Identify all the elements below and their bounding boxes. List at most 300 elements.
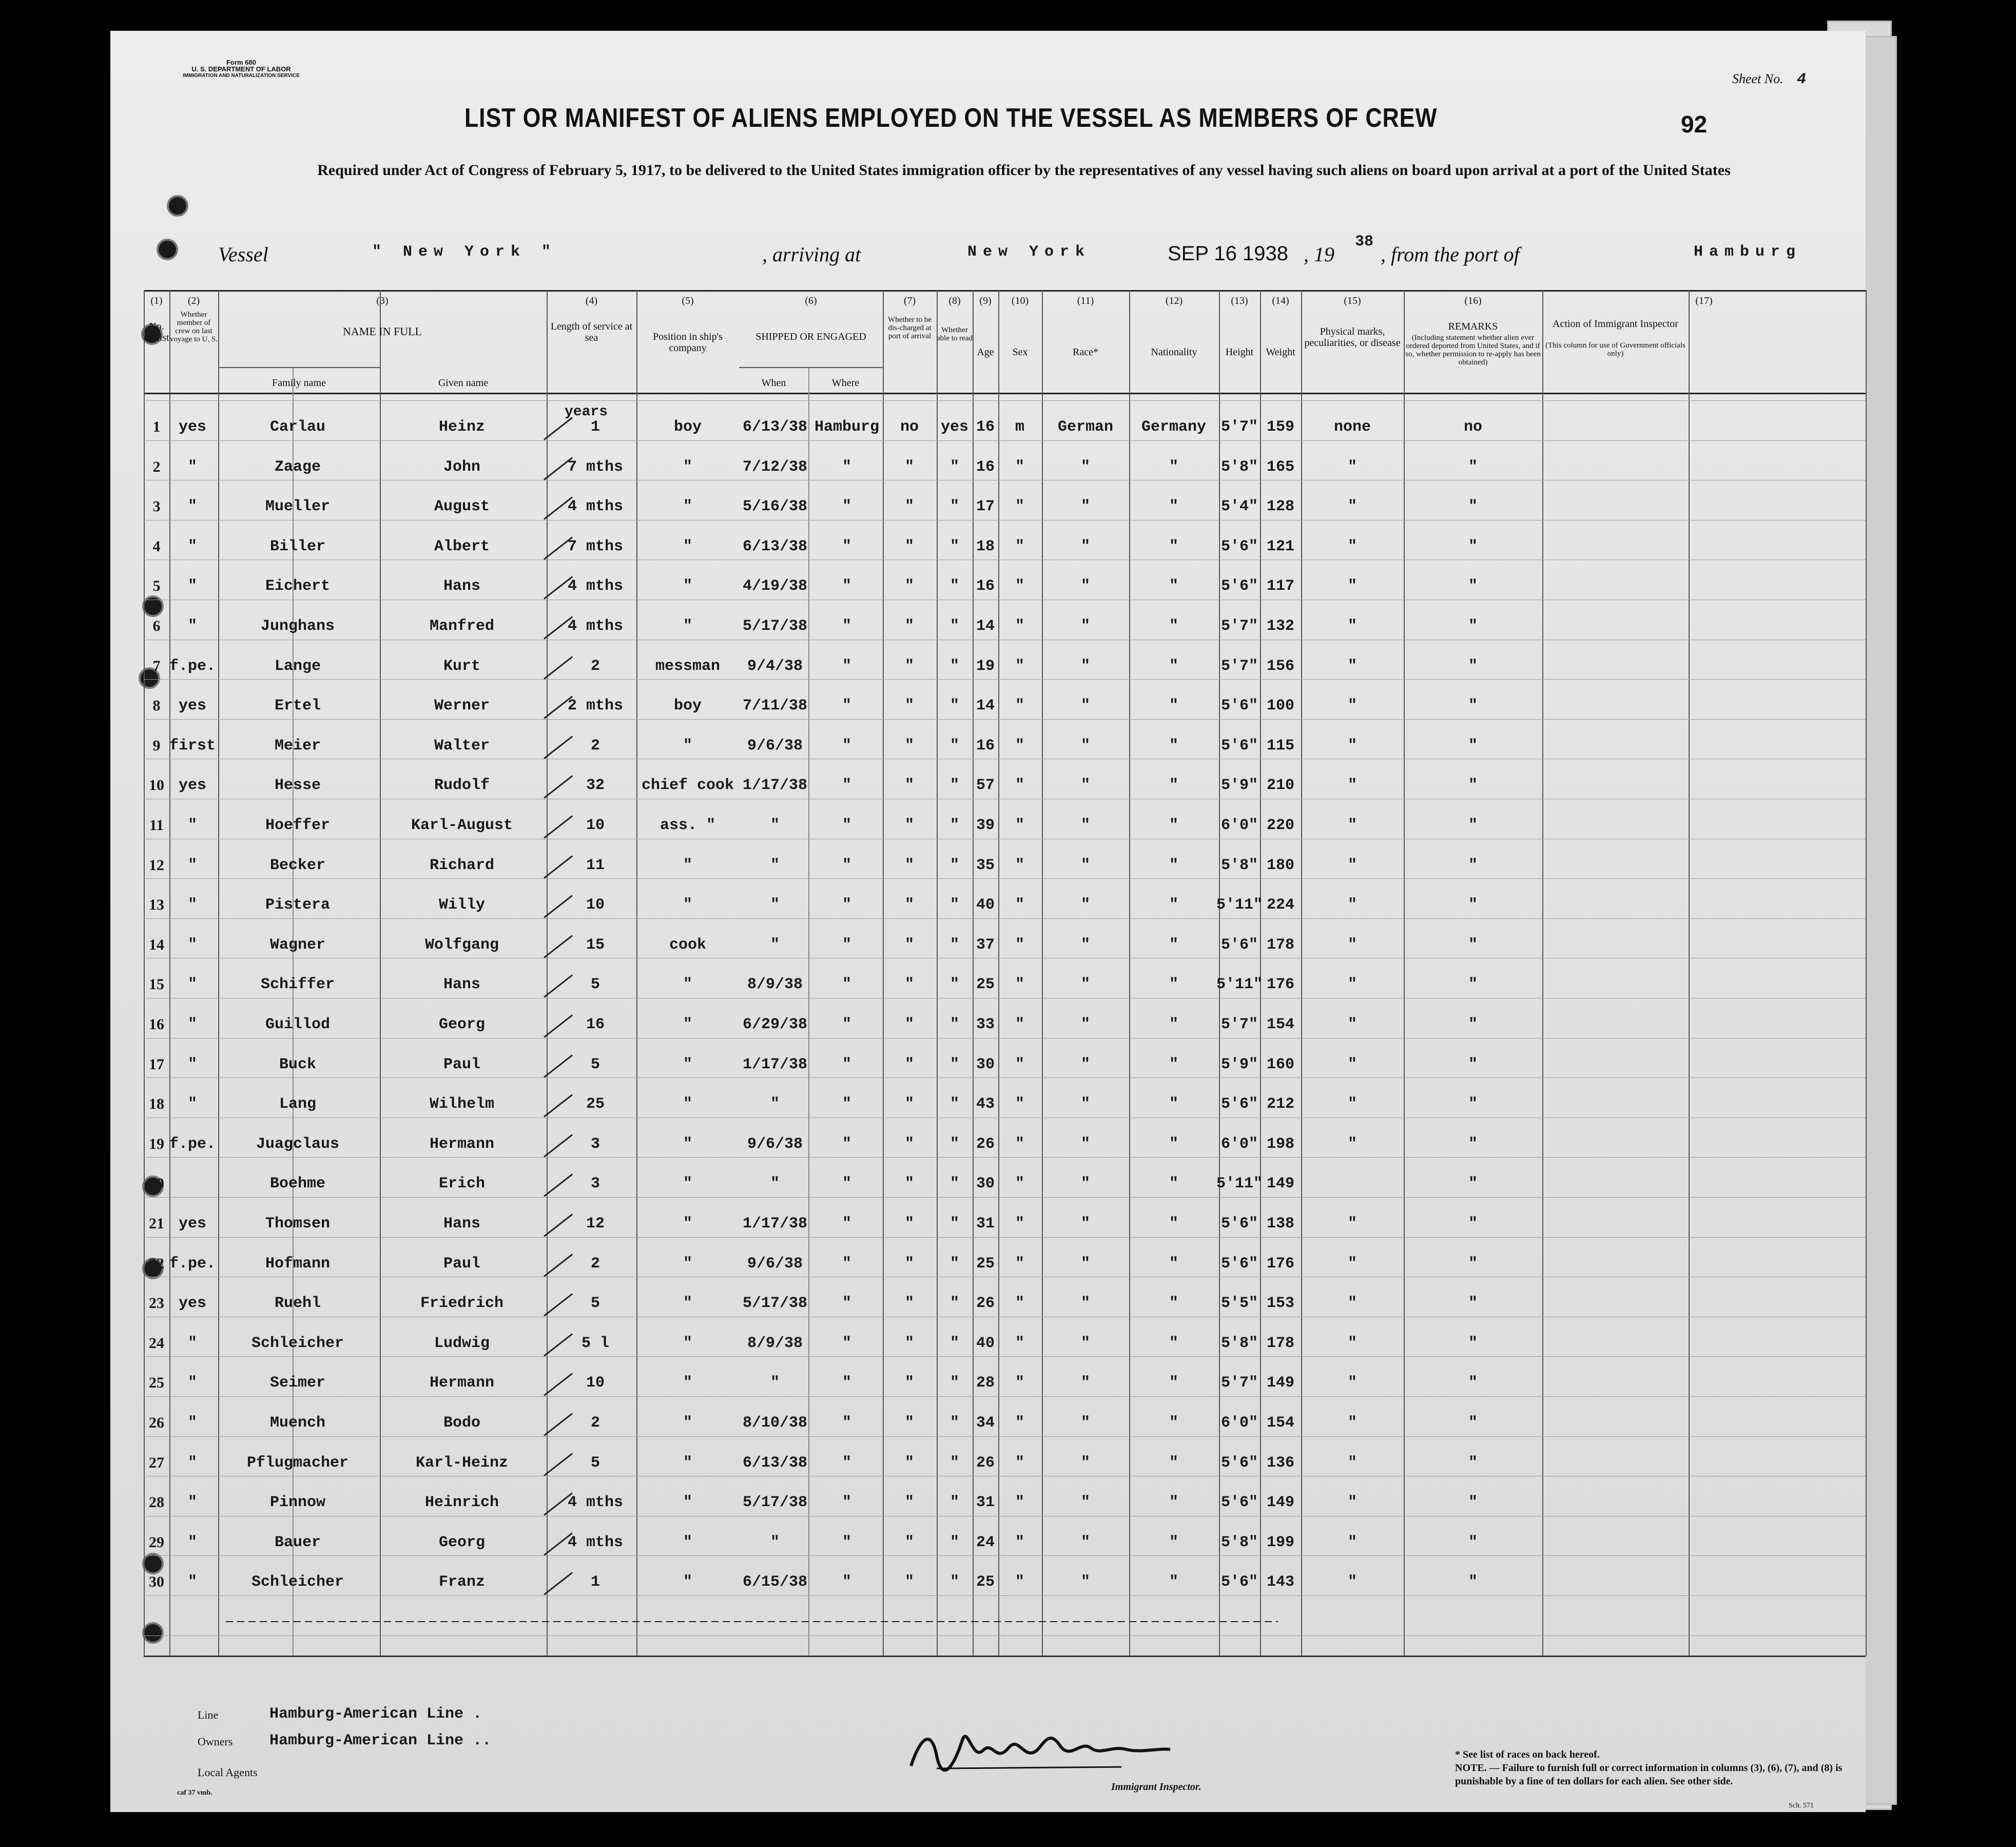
height-cell: 5'6" — [1220, 1215, 1258, 1233]
shipped-where-cell: " — [842, 1295, 851, 1313]
column-number: (10) — [1011, 295, 1029, 306]
height-cell: 5'9" — [1220, 777, 1258, 795]
from-port: Hamburg — [1694, 243, 1802, 261]
sex-cell: " — [1015, 537, 1024, 555]
service-length-cell: 2 — [590, 657, 600, 675]
height-cell: 5'7" — [1220, 1016, 1258, 1033]
table-bottom-rule — [144, 1656, 1866, 1657]
given-name-cell: Karl-Heinz — [415, 1454, 509, 1472]
shipped-when-cell: 6/15/38 — [742, 1573, 808, 1591]
remarks-cell: " — [1468, 657, 1478, 675]
header-when: When — [761, 377, 786, 389]
family-name-cell: Schleicher — [251, 1334, 344, 1352]
discharged-cell: " — [904, 697, 914, 715]
nationality-cell: " — [1169, 1055, 1178, 1073]
service-length-cell: 5 — [590, 1454, 600, 1472]
able-to-read-cell: " — [949, 1055, 959, 1073]
age-cell: 16 — [976, 578, 995, 595]
height-cell: 5'6" — [1220, 1255, 1258, 1273]
remarks-cell: no — [1463, 418, 1482, 436]
table-row — [144, 1295, 1866, 1335]
sex-cell: " — [1015, 976, 1024, 994]
family-name-cell: Thomsen — [265, 1215, 331, 1233]
header-length-service: Length of service at sea — [550, 321, 633, 343]
row-number: 26 — [149, 1414, 164, 1431]
remarks-cell: " — [1468, 1295, 1478, 1313]
shipped-when-cell: " — [770, 1175, 780, 1193]
nationality-cell: " — [1169, 1135, 1178, 1153]
department-name: U. S. DEPARTMENT OF LABOR — [191, 65, 291, 73]
service-length-cell: 3 — [590, 1175, 600, 1193]
header-remarks-note: (Including statement whether alien ever ordered deported from United States, and if so, whether permission to re-apply has been obtained) — [1405, 334, 1541, 367]
physical-marks-cell: " — [1347, 1374, 1357, 1392]
remarks-cell: " — [1468, 618, 1478, 635]
age-cell: 40 — [976, 896, 995, 914]
remarks-cell: " — [1468, 1215, 1478, 1233]
arriving-label: , arriving at — [762, 243, 861, 266]
form-number: Form 680 — [226, 59, 256, 66]
remarks-cell: " — [1468, 1255, 1478, 1273]
discharged-cell: " — [904, 537, 914, 555]
given-name-cell: Richard — [429, 856, 495, 874]
position-cell: " — [683, 1215, 692, 1233]
service-length-cell: 1 — [590, 1573, 600, 1591]
race-cell: " — [1080, 1414, 1090, 1432]
height-cell: 5'6" — [1220, 1454, 1258, 1472]
family-name-cell: Hoeffer — [265, 817, 331, 834]
discharged-cell: " — [904, 737, 914, 755]
physical-marks-cell: " — [1347, 737, 1357, 755]
race-cell: " — [1080, 578, 1090, 595]
able-to-read-cell: " — [949, 1215, 959, 1233]
sex-cell: " — [1015, 777, 1024, 795]
column-number: (13) — [1231, 295, 1248, 306]
header-name-in-full: NAME IN FULL — [343, 325, 422, 338]
printer-mark: caf 37 vmb. — [177, 1789, 212, 1797]
given-name-cell: August — [434, 498, 490, 516]
remarks-cell: " — [1468, 1533, 1478, 1551]
nationality-cell: " — [1169, 697, 1178, 715]
weight-cell: 154 — [1266, 1016, 1294, 1033]
shipped-when-cell: 9/6/38 — [747, 1255, 803, 1273]
family-name-cell: Hofmann — [265, 1255, 331, 1273]
last-voyage-cell: " — [187, 1095, 197, 1113]
column-number: (9) — [979, 295, 992, 306]
age-cell: 16 — [976, 737, 995, 755]
physical-marks-cell: " — [1347, 458, 1357, 476]
column-number: (5) — [682, 295, 694, 306]
sex-cell: " — [1015, 1016, 1024, 1033]
age-cell: 24 — [976, 1533, 995, 1551]
header-action-note: (This column for use of Government officials only) — [1545, 341, 1685, 358]
weight-cell: 212 — [1266, 1095, 1294, 1113]
shipped-where-cell: " — [842, 1374, 851, 1392]
race-cell: " — [1080, 1095, 1090, 1113]
height-cell: 5'11" — [1216, 976, 1263, 994]
sheet-label: Sheet No. — [1732, 71, 1784, 86]
given-name-cell: Rudolf — [434, 777, 490, 795]
height-cell: 5'8" — [1220, 1334, 1258, 1352]
local-agents-label: Local Agents — [198, 1766, 258, 1779]
position-cell: " — [683, 1494, 692, 1512]
table-row — [144, 697, 1866, 737]
weight-cell: 199 — [1266, 1533, 1294, 1551]
header-remarks: REMARKS — [1448, 321, 1498, 332]
position-cell: " — [683, 1295, 692, 1313]
able-to-read-cell: " — [949, 1454, 959, 1472]
discharged-cell: " — [904, 657, 914, 675]
subheader-rule — [739, 367, 883, 368]
table-row — [144, 896, 1866, 936]
able-to-read-cell: " — [949, 578, 959, 595]
shipped-where-cell: " — [842, 1095, 851, 1113]
position-cell: cook — [669, 936, 706, 954]
header-given-name: Given name — [438, 377, 489, 389]
crew-manifest-table — [144, 270, 1866, 1666]
given-name-cell: Ludwig — [434, 1334, 490, 1352]
shipped-when-cell: 7/12/38 — [742, 458, 808, 476]
schedule-mark: Sch. 571 — [1789, 1802, 1814, 1810]
races-note — [1455, 1748, 1845, 1788]
shipped-when-cell: 9/6/38 — [747, 1135, 803, 1153]
column-number: (12) — [1165, 295, 1183, 306]
shipped-when-cell: 5/17/38 — [742, 1295, 808, 1313]
family-name-cell: Meier — [274, 737, 321, 755]
physical-marks-cell: " — [1347, 1533, 1357, 1551]
discharged-cell: " — [904, 618, 914, 635]
remarks-cell: " — [1468, 1454, 1478, 1472]
row-number: 7 — [152, 657, 161, 675]
last-voyage-cell: " — [187, 618, 197, 635]
family-name-cell: Mueller — [265, 498, 331, 516]
column-number: (15) — [1344, 295, 1361, 306]
age-cell: 25 — [976, 1573, 995, 1591]
position-cell: " — [683, 1255, 692, 1273]
sex-cell: " — [1015, 1414, 1024, 1432]
physical-marks-cell: " — [1347, 1095, 1357, 1113]
shipped-where-cell: " — [842, 936, 851, 954]
given-name-cell: Walter — [434, 737, 490, 755]
remarks-cell: " — [1468, 498, 1478, 516]
position-cell: boy — [673, 697, 702, 715]
given-name-cell: Hans — [443, 578, 480, 595]
race-cell: " — [1080, 1135, 1090, 1153]
weight-cell: 115 — [1266, 737, 1294, 755]
race-cell: " — [1080, 618, 1090, 635]
header-shipped: SHIPPED OR ENGAGED — [755, 331, 866, 342]
service-length-cell: 5 l — [581, 1334, 609, 1352]
sex-cell: " — [1015, 1095, 1024, 1113]
family-name-cell: Buck — [279, 1055, 316, 1073]
shipped-where-cell: " — [842, 1414, 851, 1432]
row-number: 27 — [149, 1454, 164, 1471]
able-to-read-cell: " — [949, 537, 959, 555]
row-number: 2 — [152, 458, 161, 475]
discharged-cell: " — [904, 1573, 914, 1591]
table-row — [144, 1534, 1866, 1574]
shipped-when-cell: 5/17/38 — [742, 618, 808, 635]
given-name-cell: Kurt — [443, 657, 480, 675]
sheet-number-block — [1732, 71, 1806, 88]
age-cell: 30 — [976, 1175, 995, 1193]
sex-cell: " — [1015, 1055, 1024, 1073]
race-cell: " — [1080, 1334, 1090, 1352]
last-voyage-cell: yes — [178, 777, 206, 795]
family-name-cell: Schiffer — [260, 976, 335, 994]
physical-marks-cell: " — [1347, 1334, 1357, 1352]
row-number: 28 — [149, 1494, 164, 1511]
weight-cell: 128 — [1266, 498, 1294, 516]
shipped-when-cell: 5/16/38 — [742, 498, 808, 516]
service-length-cell: 4 mths — [567, 618, 624, 635]
remarks-cell: " — [1468, 1573, 1478, 1591]
physical-marks-cell: " — [1347, 817, 1357, 834]
height-cell: 5'8" — [1220, 856, 1258, 874]
header-able-to-read: Whether able to read — [937, 326, 973, 342]
discharged-cell: " — [904, 1215, 914, 1233]
given-name-cell: Georg — [438, 1533, 485, 1551]
inspector-label: Immigrant Inspector. — [1111, 1781, 1201, 1793]
column-number: (7) — [903, 295, 916, 306]
row-number: 29 — [149, 1533, 164, 1551]
shipped-where-cell: " — [842, 976, 851, 994]
remarks-cell: " — [1468, 737, 1478, 755]
age-cell: 16 — [976, 418, 995, 436]
shipped-when-cell: 7/11/38 — [742, 697, 808, 715]
shipped-where-cell: " — [842, 537, 851, 555]
able-to-read-cell: " — [949, 657, 959, 675]
height-cell: 5'6" — [1220, 936, 1258, 954]
sex-cell: " — [1015, 1454, 1024, 1472]
nationality-cell: " — [1169, 1016, 1178, 1033]
given-name-cell: Paul — [443, 1055, 480, 1073]
shipped-where-cell: " — [842, 578, 851, 595]
physical-marks-cell: " — [1347, 1215, 1357, 1233]
service-length-cell: 2 mths — [567, 697, 624, 715]
service-length-cell: 2 — [590, 1255, 600, 1273]
physical-marks-cell: " — [1347, 976, 1357, 994]
able-to-read-cell: " — [949, 777, 959, 795]
age-cell: 25 — [976, 1255, 995, 1273]
physical-marks-cell: none — [1333, 418, 1371, 436]
position-cell: " — [683, 1334, 692, 1352]
discharged-cell: " — [904, 1494, 914, 1512]
given-name-cell: Franz — [438, 1573, 485, 1591]
remarks-cell: " — [1468, 1175, 1478, 1193]
age-cell: 26 — [976, 1295, 995, 1313]
remarks-cell: " — [1468, 1374, 1478, 1392]
service-length-cell: 7 mths — [567, 537, 624, 555]
sex-cell: " — [1015, 936, 1024, 954]
position-cell: " — [683, 856, 692, 874]
service-length-cell: 1 — [590, 418, 600, 436]
age-cell: 37 — [976, 936, 995, 954]
given-name-cell: Heinz — [438, 418, 485, 436]
sex-cell: " — [1015, 856, 1024, 874]
race-cell: " — [1080, 737, 1090, 755]
shipped-when-cell: 1/17/38 — [742, 1055, 808, 1073]
service-length-cell: 2 — [590, 1414, 600, 1432]
sex-cell: " — [1015, 1494, 1024, 1512]
able-to-read-cell: yes — [940, 418, 968, 436]
shipped-where-cell: " — [842, 817, 851, 834]
weight-cell: 149 — [1266, 1175, 1294, 1193]
table-row — [144, 1573, 1866, 1613]
physical-marks-cell: " — [1347, 1494, 1357, 1512]
able-to-read-cell: " — [949, 1414, 959, 1432]
sex-cell: " — [1015, 578, 1024, 595]
remarks-cell: " — [1468, 856, 1478, 874]
discharged-cell: " — [904, 1095, 914, 1113]
race-cell: " — [1080, 817, 1090, 834]
nationality-cell: " — [1169, 896, 1178, 914]
remarks-cell: " — [1468, 578, 1478, 595]
height-cell: 6'0" — [1220, 817, 1258, 834]
row-number: 9 — [152, 737, 161, 754]
sex-cell: " — [1015, 1573, 1024, 1591]
physical-marks-cell: " — [1347, 498, 1357, 516]
age-cell: 43 — [976, 1095, 995, 1113]
discharged-cell: " — [904, 1334, 914, 1352]
race-cell: " — [1080, 498, 1090, 516]
table-row — [144, 658, 1866, 698]
position-cell: " — [683, 618, 692, 635]
last-voyage-cell: " — [187, 1573, 197, 1591]
age-cell: 26 — [976, 1454, 995, 1472]
discharged-cell: " — [904, 1414, 914, 1432]
remarks-cell: " — [1468, 976, 1478, 994]
last-voyage-cell: " — [187, 1055, 197, 1073]
service-length-cell: 5 — [590, 1055, 600, 1073]
physical-marks-cell: " — [1347, 1055, 1357, 1073]
sex-cell: " — [1015, 1374, 1024, 1392]
physical-marks-cell: " — [1347, 697, 1357, 715]
from-port-label: , from the port of — [1381, 243, 1520, 266]
service-length-cell: 32 — [586, 777, 605, 795]
sex-cell: " — [1015, 697, 1024, 715]
shipped-where-cell: " — [842, 737, 851, 755]
discharged-cell: " — [904, 976, 914, 994]
family-name-cell: Wagner — [269, 936, 326, 954]
able-to-read-cell: " — [949, 936, 959, 954]
weight-cell: 159 — [1266, 418, 1294, 436]
service-length-cell: 25 — [586, 1095, 605, 1113]
service-length-cell: 4 mths — [567, 578, 624, 595]
list-number-stamp: 92 — [1681, 111, 1708, 138]
remarks-cell: " — [1468, 817, 1478, 834]
shipped-where-cell: " — [842, 1494, 851, 1512]
row-number: 14 — [149, 936, 164, 953]
last-voyage-cell: " — [187, 1414, 197, 1432]
owners-label: Owners — [198, 1735, 233, 1748]
last-voyage-cell: f.pe. — [169, 1135, 216, 1153]
discharged-cell: " — [904, 856, 914, 874]
able-to-read-cell: " — [949, 1334, 959, 1352]
family-name-cell: Lang — [279, 1095, 316, 1113]
physical-marks-cell: " — [1347, 1255, 1357, 1273]
shipped-when-cell: " — [770, 1533, 780, 1551]
shipped-where-cell: " — [842, 697, 851, 715]
position-cell: " — [683, 1533, 692, 1551]
position-cell: " — [683, 1454, 692, 1472]
penalty-note-text: NOTE. — Failure to furnish full or correct information in columns (3), (6), (7), and (8) is punishable by a fine of ten dollars for each alien. See other side. — [1455, 1762, 1843, 1787]
last-voyage-cell: " — [187, 1533, 197, 1551]
discharged-cell: " — [904, 896, 914, 914]
shipped-when-cell: 8/9/38 — [747, 1334, 803, 1352]
shipped-where-cell: " — [842, 1255, 851, 1273]
age-cell: 19 — [976, 657, 995, 675]
header-no-on-list: No. on list — [144, 321, 169, 343]
binder-hole — [157, 239, 178, 260]
row-number: 11 — [149, 817, 164, 834]
position-cell: " — [683, 896, 692, 914]
height-cell: 5'6" — [1220, 1095, 1258, 1113]
service-length-cell: 2 — [590, 737, 600, 755]
nationality-cell: " — [1169, 578, 1178, 595]
age-cell: 57 — [976, 777, 995, 795]
nationality-cell: " — [1169, 976, 1178, 994]
service-length-cell: 7 mths — [567, 458, 624, 476]
height-cell: 5'5" — [1220, 1295, 1258, 1313]
nationality-cell: " — [1169, 1175, 1178, 1193]
family-name-cell: Boehme — [269, 1175, 326, 1193]
last-voyage-cell: " — [187, 1016, 197, 1033]
shipped-when-cell: 9/4/38 — [747, 657, 803, 675]
shipped-where-cell: " — [842, 896, 851, 914]
height-cell: 5'9" — [1220, 1055, 1258, 1073]
race-cell: German — [1057, 418, 1114, 436]
family-name-cell: Guillod — [265, 1016, 331, 1033]
given-name-cell: Werner — [434, 697, 490, 715]
weight-cell: 224 — [1266, 896, 1294, 914]
discharged-cell: " — [904, 1533, 914, 1551]
shipped-where-cell: " — [842, 458, 851, 476]
nationality-cell: " — [1169, 1295, 1178, 1313]
family-name-cell: Seimer — [269, 1374, 326, 1392]
family-name-cell: Eichert — [265, 578, 331, 595]
weight-cell: 180 — [1266, 856, 1294, 874]
able-to-read-cell: " — [949, 1494, 959, 1512]
last-voyage-cell: " — [187, 1374, 197, 1392]
last-voyage-cell: " — [187, 817, 197, 834]
row-number: 1 — [152, 418, 161, 435]
given-name-cell: Hans — [443, 976, 480, 994]
height-cell: 5'4" — [1220, 498, 1258, 516]
last-voyage-cell: yes — [178, 418, 206, 436]
last-voyage-cell: yes — [178, 697, 206, 715]
shipped-when-cell: 1/17/38 — [742, 777, 808, 795]
discharged-cell: " — [904, 1016, 914, 1033]
race-cell: " — [1080, 1454, 1090, 1472]
family-name-cell: Ertel — [274, 697, 321, 715]
service-length-cell: 3 — [590, 1135, 600, 1153]
position-cell: " — [683, 498, 692, 516]
family-name-cell: Carlau — [269, 418, 326, 436]
remarks-cell: " — [1468, 896, 1478, 914]
race-cell: " — [1080, 1215, 1090, 1233]
arrival-date-stamp: SEP 16 1938 — [1168, 242, 1289, 265]
height-cell: 5'8" — [1220, 458, 1258, 476]
family-name-cell: Pflugmacher — [246, 1454, 349, 1472]
nationality-cell: Germany — [1141, 418, 1207, 436]
discharged-cell: " — [904, 1255, 914, 1273]
weight-cell: 143 — [1266, 1573, 1294, 1591]
able-to-read-cell: " — [949, 1016, 959, 1033]
family-name-cell: Pinnow — [269, 1494, 326, 1512]
able-to-read-cell: " — [949, 618, 959, 635]
shipped-when-cell: 6/29/38 — [742, 1016, 808, 1033]
remarks-cell: " — [1468, 697, 1478, 715]
